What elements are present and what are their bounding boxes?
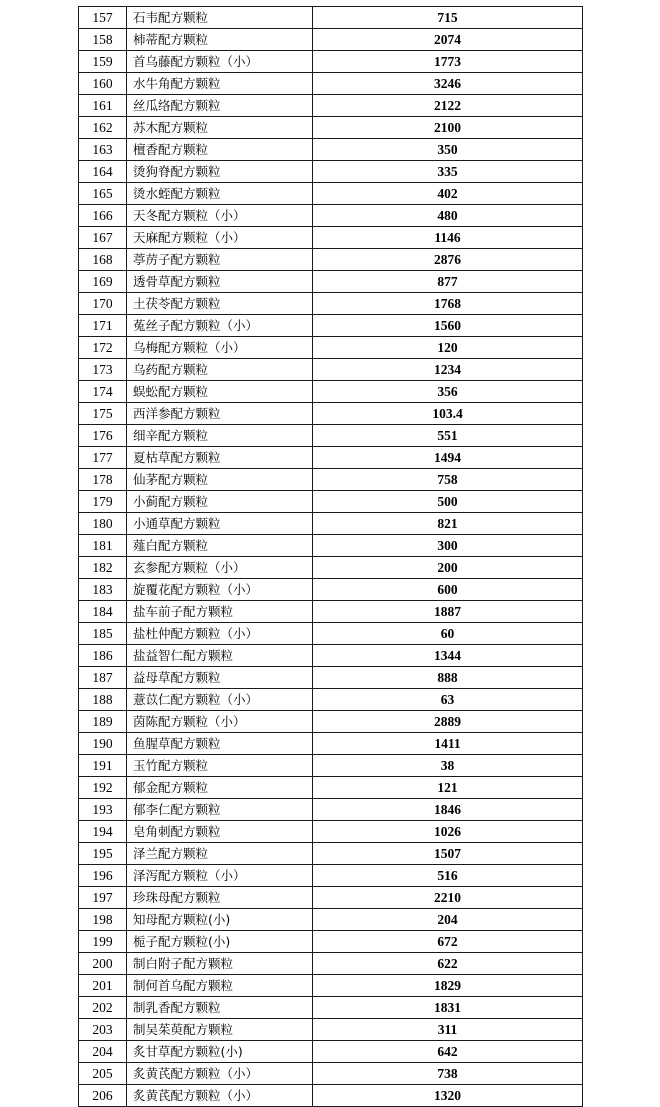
quantity-cell: 2122 bbox=[313, 95, 583, 117]
row-index-cell: 204 bbox=[79, 1041, 127, 1063]
quantity-cell: 715 bbox=[313, 7, 583, 29]
table-row bbox=[79, 623, 583, 645]
row-index-cell: 179 bbox=[79, 491, 127, 513]
product-name-cell: 珍珠母配方颗粒 bbox=[127, 887, 313, 909]
quantity-cell: 500 bbox=[313, 491, 583, 513]
table-row bbox=[79, 293, 583, 315]
product-name-cell: 栀子配方颗粒(小) bbox=[127, 931, 313, 953]
table-row bbox=[79, 557, 583, 579]
table-row bbox=[79, 1063, 583, 1085]
product-name-cell: 蜈蚣配方颗粒 bbox=[127, 381, 313, 403]
table-row bbox=[79, 249, 583, 271]
row-index-cell: 165 bbox=[79, 183, 127, 205]
row-index-cell: 195 bbox=[79, 843, 127, 865]
table-body bbox=[79, 7, 583, 1107]
row-index-cell: 189 bbox=[79, 711, 127, 733]
product-name-cell: 小通草配方颗粒 bbox=[127, 513, 313, 535]
row-index-cell: 169 bbox=[79, 271, 127, 293]
table-row bbox=[79, 513, 583, 535]
product-name-cell: 旋覆花配方颗粒（小） bbox=[127, 579, 313, 601]
product-name-cell: 制何首乌配方颗粒 bbox=[127, 975, 313, 997]
quantity-cell: 1234 bbox=[313, 359, 583, 381]
row-index-cell: 188 bbox=[79, 689, 127, 711]
table-row bbox=[79, 535, 583, 557]
product-name-cell: 制吴茱萸配方颗粒 bbox=[127, 1019, 313, 1041]
product-name-cell: 皂角刺配方颗粒 bbox=[127, 821, 313, 843]
table-row bbox=[79, 469, 583, 491]
row-index-cell: 162 bbox=[79, 117, 127, 139]
product-name-cell: 郁李仁配方颗粒 bbox=[127, 799, 313, 821]
table-row bbox=[79, 315, 583, 337]
quantity-cell: 551 bbox=[313, 425, 583, 447]
table-row bbox=[79, 491, 583, 513]
row-index-cell: 194 bbox=[79, 821, 127, 843]
quantity-cell: 1320 bbox=[313, 1085, 583, 1107]
table-row bbox=[79, 1019, 583, 1041]
row-index-cell: 174 bbox=[79, 381, 127, 403]
table-row bbox=[79, 271, 583, 293]
quantity-cell: 738 bbox=[313, 1063, 583, 1085]
inventory-table bbox=[78, 6, 583, 1107]
quantity-cell: 2889 bbox=[313, 711, 583, 733]
table-row bbox=[79, 755, 583, 777]
quantity-cell: 1146 bbox=[313, 227, 583, 249]
product-name-cell: 益母草配方颗粒 bbox=[127, 667, 313, 689]
row-index-cell: 206 bbox=[79, 1085, 127, 1107]
product-name-cell: 乌药配方颗粒 bbox=[127, 359, 313, 381]
quantity-cell: 672 bbox=[313, 931, 583, 953]
quantity-cell: 3246 bbox=[313, 73, 583, 95]
quantity-cell: 350 bbox=[313, 139, 583, 161]
quantity-cell: 1026 bbox=[313, 821, 583, 843]
table-row bbox=[79, 337, 583, 359]
row-index-cell: 196 bbox=[79, 865, 127, 887]
table-row bbox=[79, 161, 583, 183]
table-row bbox=[79, 359, 583, 381]
row-index-cell: 180 bbox=[79, 513, 127, 535]
row-index-cell: 202 bbox=[79, 997, 127, 1019]
table-row bbox=[79, 711, 583, 733]
quantity-cell: 758 bbox=[313, 469, 583, 491]
row-index-cell: 193 bbox=[79, 799, 127, 821]
row-index-cell: 191 bbox=[79, 755, 127, 777]
product-name-cell: 西洋参配方颗粒 bbox=[127, 403, 313, 425]
table-row bbox=[79, 227, 583, 249]
product-name-cell: 天麻配方颗粒（小） bbox=[127, 227, 313, 249]
quantity-cell: 402 bbox=[313, 183, 583, 205]
quantity-cell: 622 bbox=[313, 953, 583, 975]
quantity-cell: 1507 bbox=[313, 843, 583, 865]
row-index-cell: 181 bbox=[79, 535, 127, 557]
table-row bbox=[79, 1041, 583, 1063]
product-name-cell: 薏苡仁配方颗粒（小） bbox=[127, 689, 313, 711]
table-row bbox=[79, 579, 583, 601]
row-index-cell: 173 bbox=[79, 359, 127, 381]
quantity-cell: 516 bbox=[313, 865, 583, 887]
quantity-cell: 2074 bbox=[313, 29, 583, 51]
product-name-cell: 泽泻配方颗粒（小） bbox=[127, 865, 313, 887]
quantity-cell: 1831 bbox=[313, 997, 583, 1019]
row-index-cell: 161 bbox=[79, 95, 127, 117]
product-name-cell: 丝瓜络配方颗粒 bbox=[127, 95, 313, 117]
product-name-cell: 乌梅配方颗粒（小） bbox=[127, 337, 313, 359]
product-name-cell: 夏枯草配方颗粒 bbox=[127, 447, 313, 469]
table-row bbox=[79, 425, 583, 447]
product-name-cell: 茵陈配方颗粒（小） bbox=[127, 711, 313, 733]
product-name-cell: 郁金配方颗粒 bbox=[127, 777, 313, 799]
product-name-cell: 泽兰配方颗粒 bbox=[127, 843, 313, 865]
quantity-cell: 300 bbox=[313, 535, 583, 557]
table-row bbox=[79, 29, 583, 51]
product-name-cell: 盐益智仁配方颗粒 bbox=[127, 645, 313, 667]
row-index-cell: 157 bbox=[79, 7, 127, 29]
quantity-cell: 1411 bbox=[313, 733, 583, 755]
product-name-cell: 制白附子配方颗粒 bbox=[127, 953, 313, 975]
table-row bbox=[79, 601, 583, 623]
table-row bbox=[79, 975, 583, 997]
row-index-cell: 183 bbox=[79, 579, 127, 601]
row-index-cell: 163 bbox=[79, 139, 127, 161]
product-name-cell: 玄参配方颗粒（小） bbox=[127, 557, 313, 579]
row-index-cell: 182 bbox=[79, 557, 127, 579]
quantity-cell: 63 bbox=[313, 689, 583, 711]
row-index-cell: 178 bbox=[79, 469, 127, 491]
table-row bbox=[79, 667, 583, 689]
table-row bbox=[79, 95, 583, 117]
quantity-cell: 200 bbox=[313, 557, 583, 579]
product-name-cell: 天冬配方颗粒（小） bbox=[127, 205, 313, 227]
product-name-cell: 炙甘草配方颗粒(小) bbox=[127, 1041, 313, 1063]
table-row bbox=[79, 931, 583, 953]
quantity-cell: 1887 bbox=[313, 601, 583, 623]
quantity-cell: 204 bbox=[313, 909, 583, 931]
table-row bbox=[79, 865, 583, 887]
product-name-cell: 柿蒂配方颗粒 bbox=[127, 29, 313, 51]
table-row bbox=[79, 381, 583, 403]
row-index-cell: 168 bbox=[79, 249, 127, 271]
quantity-cell: 600 bbox=[313, 579, 583, 601]
row-index-cell: 203 bbox=[79, 1019, 127, 1041]
row-index-cell: 177 bbox=[79, 447, 127, 469]
row-index-cell: 185 bbox=[79, 623, 127, 645]
quantity-cell: 1560 bbox=[313, 315, 583, 337]
row-index-cell: 167 bbox=[79, 227, 127, 249]
product-name-cell: 盐杜仲配方颗粒（小） bbox=[127, 623, 313, 645]
table-row bbox=[79, 7, 583, 29]
row-index-cell: 192 bbox=[79, 777, 127, 799]
table-row bbox=[79, 51, 583, 73]
product-name-cell: 盐车前子配方颗粒 bbox=[127, 601, 313, 623]
quantity-cell: 103.4 bbox=[313, 403, 583, 425]
product-name-cell: 薤白配方颗粒 bbox=[127, 535, 313, 557]
product-name-cell: 炙黄芪配方颗粒（小） bbox=[127, 1085, 313, 1107]
quantity-cell: 1768 bbox=[313, 293, 583, 315]
row-index-cell: 171 bbox=[79, 315, 127, 337]
quantity-cell: 335 bbox=[313, 161, 583, 183]
quantity-cell: 642 bbox=[313, 1041, 583, 1063]
table-row bbox=[79, 645, 583, 667]
product-name-cell: 菟丝子配方颗粒（小） bbox=[127, 315, 313, 337]
table-row bbox=[79, 73, 583, 95]
product-name-cell: 首乌藤配方颗粒（小） bbox=[127, 51, 313, 73]
row-index-cell: 170 bbox=[79, 293, 127, 315]
quantity-cell: 311 bbox=[313, 1019, 583, 1041]
quantity-cell: 38 bbox=[313, 755, 583, 777]
table-row bbox=[79, 887, 583, 909]
product-name-cell: 知母配方颗粒(小) bbox=[127, 909, 313, 931]
row-index-cell: 160 bbox=[79, 73, 127, 95]
product-name-cell: 制乳香配方颗粒 bbox=[127, 997, 313, 1019]
row-index-cell: 175 bbox=[79, 403, 127, 425]
product-name-cell: 烫水蛭配方颗粒 bbox=[127, 183, 313, 205]
table-row bbox=[79, 1085, 583, 1107]
quantity-cell: 1494 bbox=[313, 447, 583, 469]
table-row bbox=[79, 997, 583, 1019]
product-name-cell: 烫狗脊配方颗粒 bbox=[127, 161, 313, 183]
row-index-cell: 166 bbox=[79, 205, 127, 227]
row-index-cell: 190 bbox=[79, 733, 127, 755]
table-row bbox=[79, 821, 583, 843]
quantity-cell: 356 bbox=[313, 381, 583, 403]
table-row bbox=[79, 117, 583, 139]
quantity-cell: 2100 bbox=[313, 117, 583, 139]
product-name-cell: 苏木配方颗粒 bbox=[127, 117, 313, 139]
row-index-cell: 187 bbox=[79, 667, 127, 689]
table-row bbox=[79, 447, 583, 469]
table-row bbox=[79, 205, 583, 227]
table-row bbox=[79, 689, 583, 711]
product-name-cell: 仙茅配方颗粒 bbox=[127, 469, 313, 491]
quantity-cell: 877 bbox=[313, 271, 583, 293]
product-name-cell: 小蓟配方颗粒 bbox=[127, 491, 313, 513]
quantity-cell: 480 bbox=[313, 205, 583, 227]
quantity-cell: 120 bbox=[313, 337, 583, 359]
row-index-cell: 198 bbox=[79, 909, 127, 931]
product-name-cell: 水牛角配方颗粒 bbox=[127, 73, 313, 95]
row-index-cell: 184 bbox=[79, 601, 127, 623]
product-name-cell: 鱼腥草配方颗粒 bbox=[127, 733, 313, 755]
table-row bbox=[79, 799, 583, 821]
table-row bbox=[79, 403, 583, 425]
row-index-cell: 199 bbox=[79, 931, 127, 953]
quantity-cell: 2876 bbox=[313, 249, 583, 271]
quantity-cell: 1773 bbox=[313, 51, 583, 73]
product-name-cell: 炙黄芪配方颗粒（小） bbox=[127, 1063, 313, 1085]
row-index-cell: 201 bbox=[79, 975, 127, 997]
row-index-cell: 159 bbox=[79, 51, 127, 73]
product-name-cell: 檀香配方颗粒 bbox=[127, 139, 313, 161]
quantity-cell: 821 bbox=[313, 513, 583, 535]
row-index-cell: 158 bbox=[79, 29, 127, 51]
table-row bbox=[79, 909, 583, 931]
row-index-cell: 205 bbox=[79, 1063, 127, 1085]
row-index-cell: 176 bbox=[79, 425, 127, 447]
product-name-cell: 土茯苓配方颗粒 bbox=[127, 293, 313, 315]
quantity-cell: 2210 bbox=[313, 887, 583, 909]
table-row bbox=[79, 733, 583, 755]
row-index-cell: 164 bbox=[79, 161, 127, 183]
table-row bbox=[79, 139, 583, 161]
quantity-cell: 888 bbox=[313, 667, 583, 689]
table-row bbox=[79, 183, 583, 205]
product-name-cell: 细辛配方颗粒 bbox=[127, 425, 313, 447]
row-index-cell: 186 bbox=[79, 645, 127, 667]
product-name-cell: 葶苈子配方颗粒 bbox=[127, 249, 313, 271]
quantity-cell: 1846 bbox=[313, 799, 583, 821]
table-row bbox=[79, 777, 583, 799]
row-index-cell: 172 bbox=[79, 337, 127, 359]
product-name-cell: 透骨草配方颗粒 bbox=[127, 271, 313, 293]
row-index-cell: 200 bbox=[79, 953, 127, 975]
quantity-cell: 1829 bbox=[313, 975, 583, 997]
quantity-cell: 1344 bbox=[313, 645, 583, 667]
table-row bbox=[79, 953, 583, 975]
product-name-cell: 石韦配方颗粒 bbox=[127, 7, 313, 29]
quantity-cell: 121 bbox=[313, 777, 583, 799]
row-index-cell: 197 bbox=[79, 887, 127, 909]
quantity-cell: 60 bbox=[313, 623, 583, 645]
product-name-cell: 玉竹配方颗粒 bbox=[127, 755, 313, 777]
